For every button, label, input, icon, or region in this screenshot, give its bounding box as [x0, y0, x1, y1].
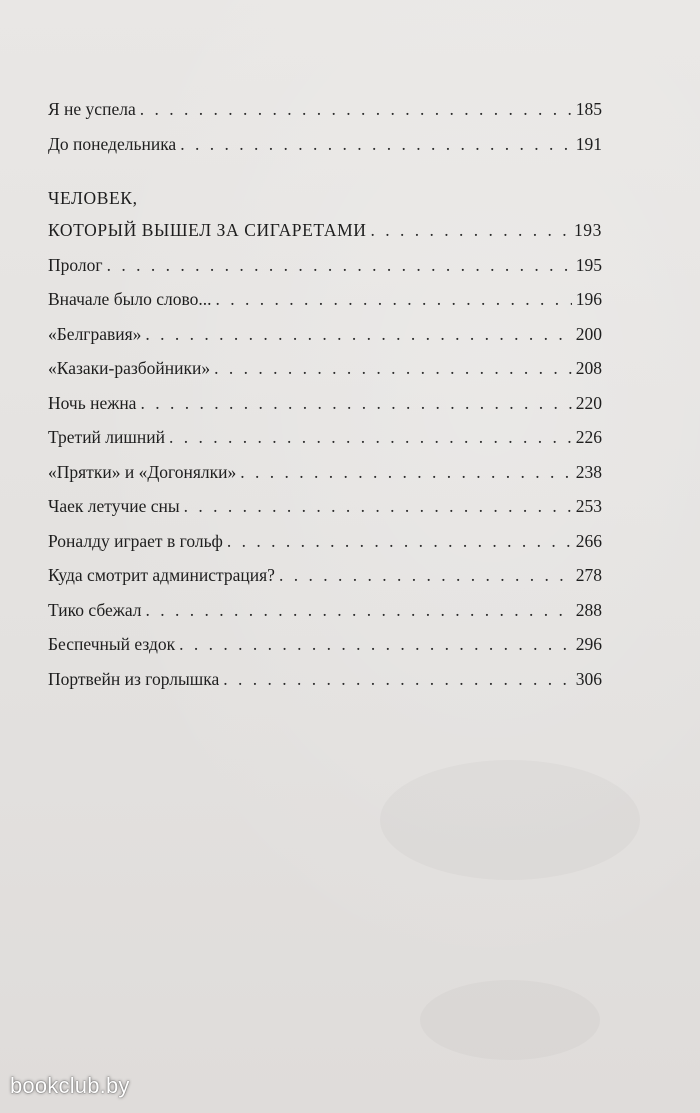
toc-entry: [48, 351, 602, 386]
toc-entry-title: Третий лишний: [48, 427, 165, 447]
toc-entry: [48, 593, 602, 628]
toc-entry-title: «Белгравия»: [48, 323, 142, 344]
dot-leader: [216, 282, 572, 317]
dot-leader: [107, 248, 572, 283]
toc-entry-page: 208: [575, 358, 602, 378]
section-page: 193: [573, 220, 602, 240]
toc-entry-title: Пролог: [48, 254, 103, 275]
toc-entry-title: До понедельника: [48, 133, 177, 154]
dot-leader: [371, 213, 570, 248]
site-watermark: bookclub.by: [10, 1073, 130, 1098]
toc-entry-page: 185: [575, 99, 602, 119]
section-gap: [48, 161, 602, 183]
section-title-line1: ЧЕЛОВЕК,: [48, 188, 138, 208]
toc-entry-title: Роналду играет в гольф: [48, 530, 223, 551]
toc-entry-page: 226: [575, 427, 602, 447]
toc-entry: [48, 127, 602, 162]
toc-entry: [48, 92, 602, 127]
toc-entry-page: 200: [575, 323, 602, 344]
toc-entry: [48, 489, 602, 524]
toc-section: [48, 183, 602, 248]
toc-entry-page: 288: [575, 599, 602, 620]
toc-entry-page: 191: [575, 133, 602, 154]
toc-entry-page: 278: [575, 565, 602, 585]
toc-entry-title: «Казаки-разбойники»: [48, 358, 211, 378]
toc-entry: [48, 317, 602, 352]
bleed-through-smudge: [380, 760, 640, 880]
dot-leader: [146, 593, 572, 628]
toc-entry-title: Куда смотрит администрация?: [48, 565, 275, 585]
toc-entry: [48, 386, 602, 421]
dot-leader: [223, 662, 572, 697]
toc-entry: [48, 524, 602, 559]
toc-entry: [48, 282, 602, 317]
toc-entry-page: 306: [575, 668, 602, 689]
toc-entry-page: 266: [575, 530, 602, 551]
dot-leader: [214, 351, 572, 386]
toc-entry-page: 220: [575, 392, 602, 413]
toc-entry-page: 195: [575, 254, 602, 275]
section-title-line2-row: [48, 213, 602, 248]
dot-leader: [179, 627, 572, 662]
toc-entry-page: 296: [575, 634, 602, 654]
toc-entry: [48, 248, 602, 283]
dot-leader: [184, 489, 572, 524]
toc-entry-title: Вначале было слово...: [48, 289, 212, 309]
toc-entry: [48, 558, 602, 593]
dot-leader: [145, 317, 571, 352]
toc-entry-title: Тико сбежал: [48, 599, 142, 620]
toc-entry-page: 253: [575, 496, 602, 516]
dot-leader: [180, 127, 572, 162]
toc-entry: [48, 420, 602, 455]
table-of-contents: [48, 92, 602, 696]
toc-entry-title: Я не успела: [48, 99, 136, 119]
toc-entry-title: «Прятки» и «Догонялки»: [48, 461, 237, 482]
toc-entry-title: Портвейн из горлышка: [48, 668, 220, 689]
dot-leader: [140, 386, 571, 421]
toc-entry-title: Чаек летучие сны: [48, 496, 180, 516]
toc-entry: [48, 627, 602, 662]
toc-entry: [48, 662, 602, 697]
toc-entry: [48, 455, 602, 490]
dot-leader: [279, 558, 572, 593]
bleed-through-smudge: [420, 980, 600, 1060]
toc-entry-title: Ночь нежна: [48, 392, 137, 413]
dot-leader: [140, 92, 572, 127]
dot-leader: [169, 420, 572, 455]
dot-leader: [240, 455, 571, 490]
toc-entry-page: 238: [575, 461, 602, 482]
toc-entry-page: 196: [575, 289, 602, 309]
section-title-line2: КОТОРЫЙ ВЫШЕЛ ЗА СИГАРЕТАМИ: [48, 220, 367, 240]
dot-leader: [227, 524, 572, 559]
toc-entry-title: Беспечный ездок: [48, 634, 176, 654]
